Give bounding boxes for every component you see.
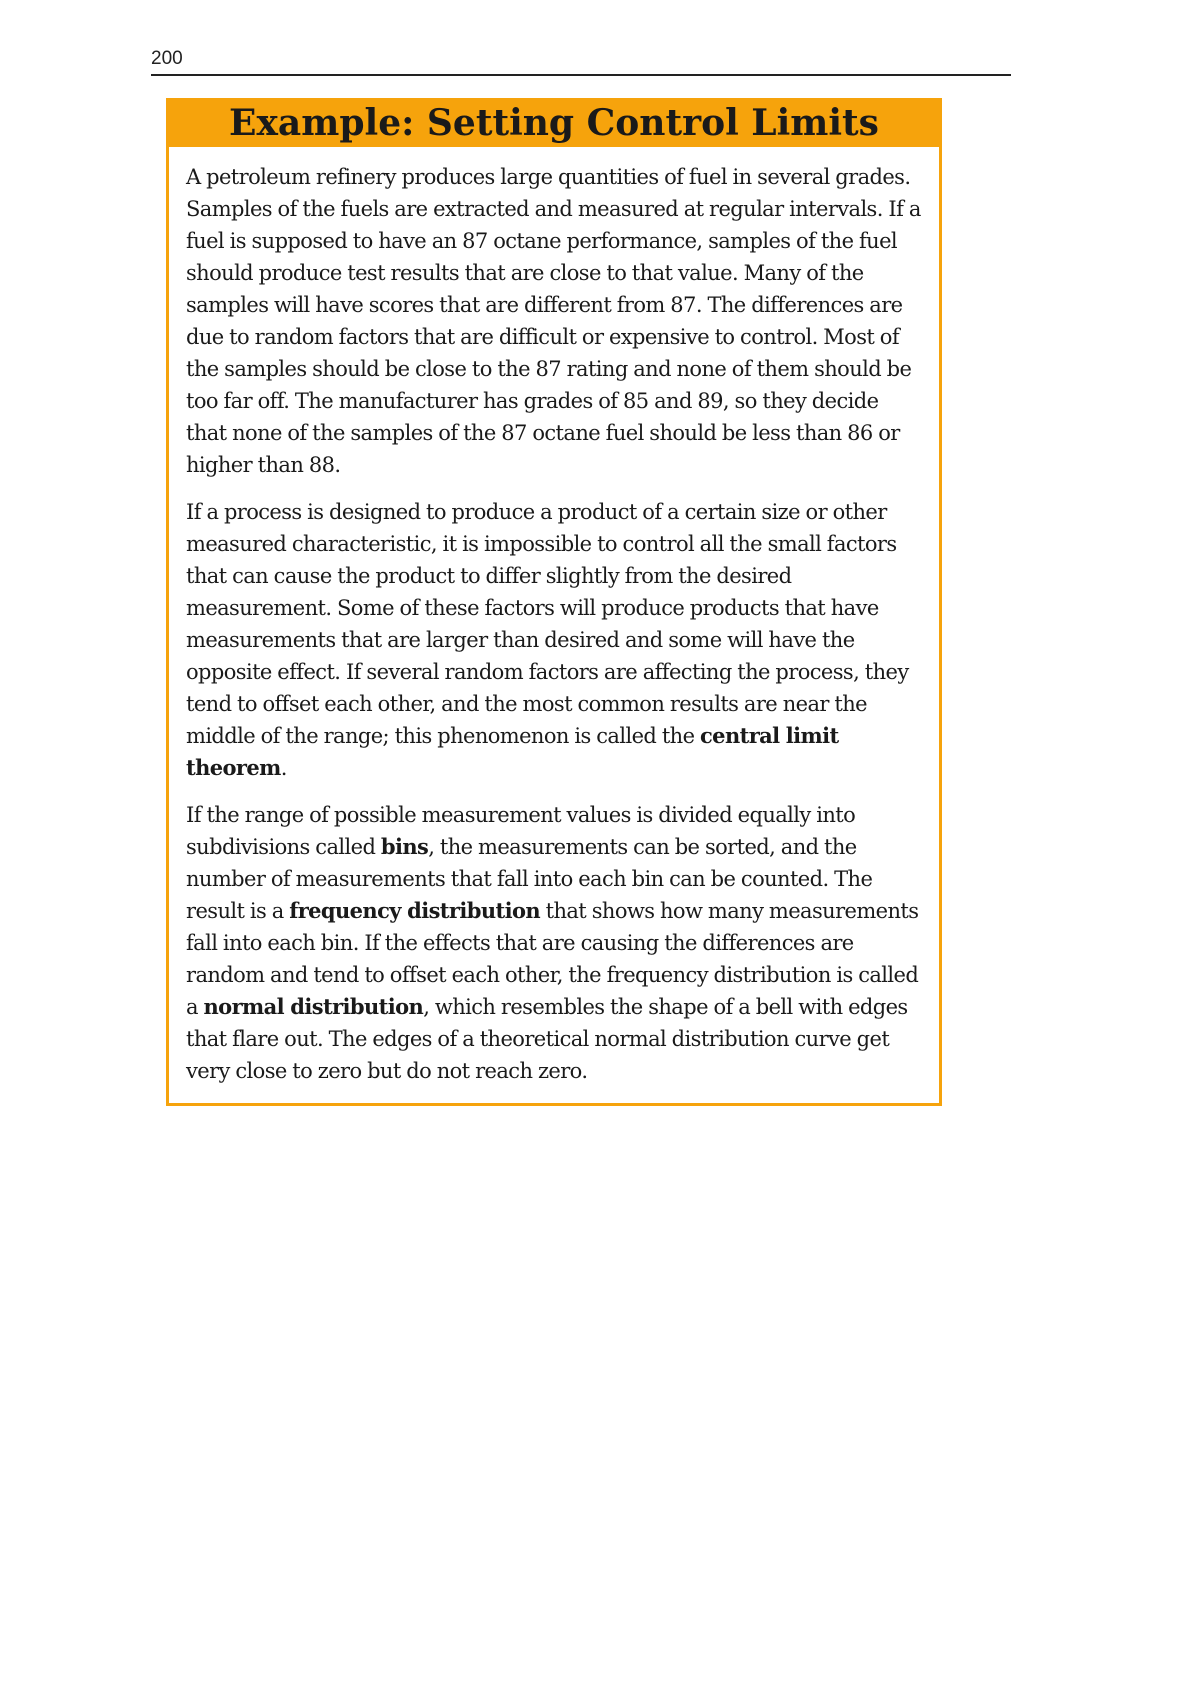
paragraph-1: A petroleum refinery produces large quantities of fuel in several grades. Samples of the fuels are extracted and measured at regular intervals. If a fuel is supposed to have an 87 octane performance, samples of the fuel should produce test results that are close to that value. Many of the samples will have scores that are different from 87. The differences are due to random factors that are difficult or expensive to control. Most of the samples should be close to the 87 rating and none of them should be too far off. The manufacturer has grades of 85 and 89, so they decide that none of the samples of the 87 octane fuel should be less than 86 or higher than 88. (186, 165, 921, 477)
paragraph-2-end: . (280, 756, 287, 780)
term-bins: bins (380, 834, 429, 859)
paragraph-3-text-a: If the range of possible measurement values is divided equally into subdivisions called (186, 803, 856, 859)
paragraph-3-text-d: , which resembles the shape of a bell with edges that flare out. The edges of a theoretical normal distribution curve get very close to zero but do not reach zero. (186, 995, 908, 1083)
paragraph-3-text-b: , the measurements can be sorted, and the number of measurements that fall into each bin can be counted. The result is a (186, 835, 873, 923)
page-number: 200 (151, 48, 183, 69)
term-normal-distribution: normal distribution (203, 994, 424, 1019)
paragraph-2 (186, 496, 921, 784)
example-body (169, 147, 939, 1103)
example-box (166, 98, 942, 1106)
paragraph-2-text: If a process is designed to produce a product of a certain size or other measured characteristic, it is impossible to control all the small factors that can cause the product to differ slightly from the desired measurement. Some of these factors will produce products that have measurements that are larger than desired and some will have the opposite effect. If several random factors are affecting the process, they tend to offset each other, and the most common results are near the middle of the range; this phenomenon is called the (186, 500, 909, 748)
paragraph-3 (186, 799, 921, 1087)
term-frequency-distribution: frequency distribution (289, 898, 541, 923)
term-central-limit-theorem: central limit theorem (186, 723, 839, 780)
header-rule (151, 74, 1011, 76)
paragraph-3-text-c: that shows how many measurements fall into each bin. If the effects that are causing the differences are random and tend to offset each other, the frequency distribution is called a (186, 899, 919, 1019)
example-title: Example: Setting Control Limits (169, 101, 939, 147)
